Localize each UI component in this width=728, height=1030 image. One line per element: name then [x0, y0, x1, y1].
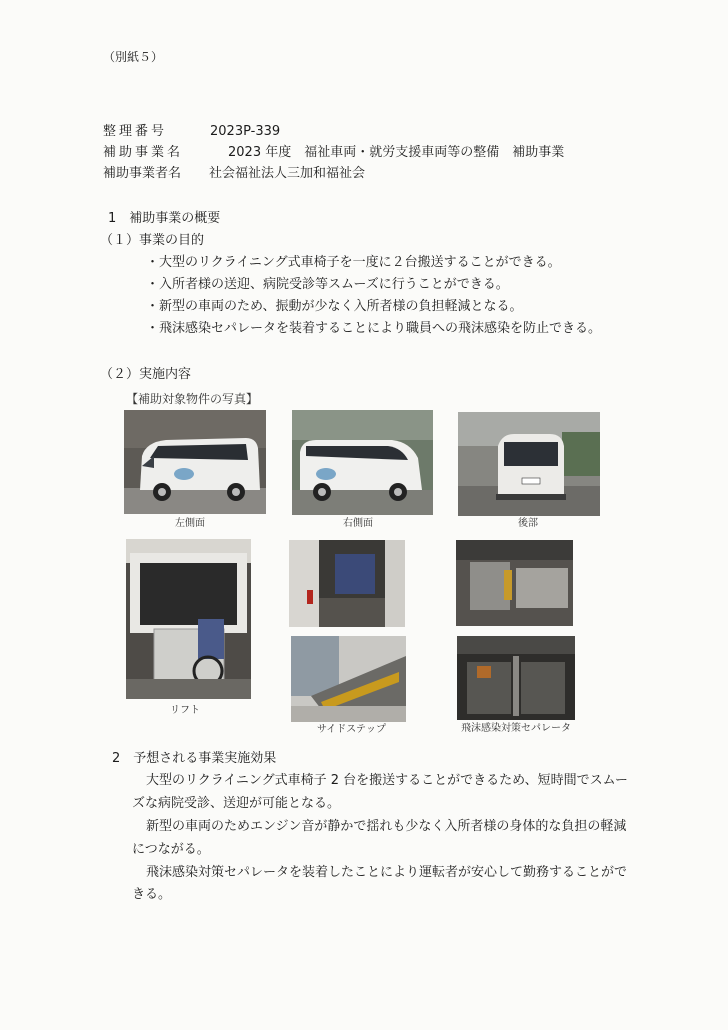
- lift-photo: [126, 539, 251, 699]
- ref-label: 整理番号: [103, 124, 168, 139]
- effect-paragraph-line: きる。: [132, 887, 172, 902]
- attachment-label: （別紙５）: [103, 50, 164, 64]
- caption-lift: リフト: [170, 705, 200, 716]
- van-left-side-photo: [124, 410, 266, 514]
- purpose-bullet: ・入所者様の送迎、病院受診等スムーズに行うことができる。: [146, 277, 509, 292]
- separator-photo-bottom: [457, 636, 575, 720]
- effect-paragraph-line: ズな病院受診、送迎が可能となる。: [132, 796, 341, 811]
- implementation-heading: （２）実施内容: [100, 367, 192, 382]
- effect-paragraph-line: 新型の車両のためエンジン音が静かで揺れも少なく入所者様の身体的な負担の軽減: [146, 819, 627, 834]
- purpose-bullet: ・飛沫感染セパレータを装着することにより職員への飛沫感染を防止できる。: [146, 321, 602, 336]
- separator-photo-top: [456, 540, 573, 626]
- purpose-heading: （１）事業の目的: [100, 233, 205, 248]
- project-value: 2023 年度 福祉車両・就労支援車両等の整備 補助事業: [228, 145, 565, 160]
- side-step-interior-photo: [289, 540, 405, 627]
- section2-title: 2 予想される事業実施効果: [112, 751, 277, 766]
- operator-label: 補助事業者名: [103, 166, 182, 181]
- caption-side-step: サイドステップ: [317, 724, 386, 735]
- caption-right-side: 右側面: [343, 518, 373, 529]
- effect-paragraph-line: 飛沫感染対策セパレータを装着したことにより運転者が安心して勤務することがで: [146, 865, 628, 880]
- caption-rear: 後部: [518, 518, 538, 529]
- photo-heading: 【補助対象物件の写真】: [126, 392, 259, 406]
- purpose-bullet: ・大型のリクライニング式車椅子を一度に２台搬送することができる。: [146, 255, 561, 270]
- effect-paragraph-line: 大型のリクライニング式車椅子 2 台を搬送することができるため、短時間でスムー: [146, 773, 628, 788]
- van-right-side-photo: [292, 410, 433, 515]
- operator-value: 社会福祉法人三加和福祉会: [209, 166, 366, 181]
- effect-paragraph-line: につながる。: [132, 842, 210, 857]
- ref-value: 2023P-339: [210, 124, 281, 139]
- section1-title: 1 補助事業の概要: [108, 211, 221, 226]
- purpose-bullet: ・新型の車両のため、振動が少なく入所者様の負担軽減となる。: [146, 299, 523, 314]
- van-rear-photo: [458, 412, 600, 516]
- caption-separator: 飛沫感染対策セパレータ: [461, 723, 571, 734]
- project-label: 補助事業名: [103, 145, 184, 160]
- caption-left-side: 左側面: [175, 518, 205, 529]
- side-step-photo: [291, 636, 406, 722]
